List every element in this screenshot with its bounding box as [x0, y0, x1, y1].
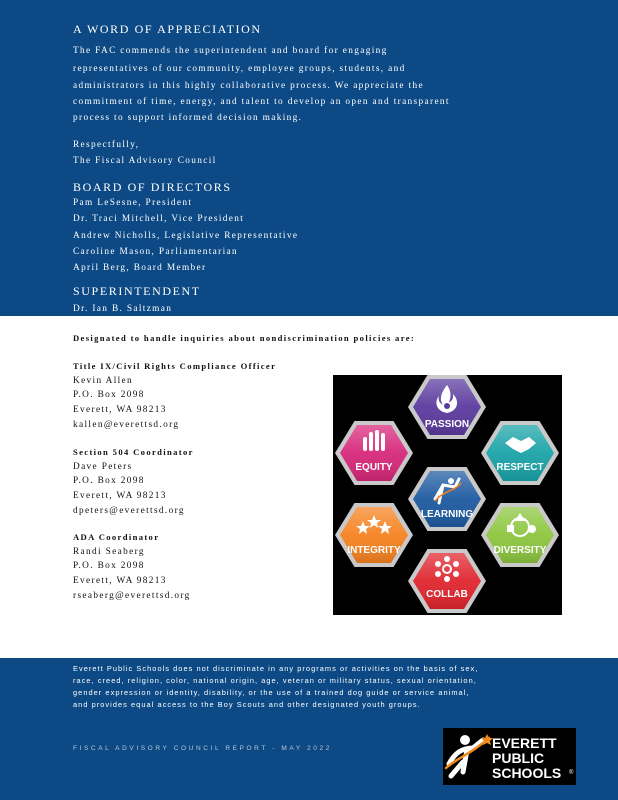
- contact-city: Everett, WA 98213: [73, 405, 167, 415]
- values-hexagon-svg: [333, 375, 562, 615]
- board-member: April Berg, Board Member: [73, 263, 207, 273]
- nondiscrimination-statement: [73, 663, 478, 711]
- contact-email[interactable]: rseaberg@everettsd.org: [73, 591, 191, 601]
- nondiscrimination-line: gender expression or identity, disability, or the use of a trained dog guide or service animal,: [73, 688, 470, 697]
- appreciation-line: The FAC commends the superintendent and board for engaging: [73, 46, 388, 56]
- nondiscrimination-line: and provides equal access to the Boy Scouts and other designated youth groups.: [73, 700, 421, 709]
- board-member: Caroline Mason, Parliamentarian: [73, 247, 238, 257]
- values-graphic: [333, 375, 562, 615]
- board-member: Dr. Traci Mitchell, Vice President: [73, 214, 245, 224]
- closing-text: Respectfully,: [73, 140, 140, 150]
- signature-text: The Fiscal Advisory Council: [73, 156, 217, 166]
- contact-box: P.O. Box 2098: [73, 561, 145, 571]
- contact-title: Section 504 Coordinator: [73, 447, 194, 457]
- appreciation-line: representatives of our community, employee groups, students, and: [73, 64, 406, 74]
- appreciation-panel: [0, 0, 618, 316]
- learning-hexagon: [408, 467, 486, 531]
- report-footer-label: FISCAL ADVISORY COUNCIL REPORT - MAY 2022: [73, 745, 332, 752]
- contact-city: Everett, WA 98213: [73, 491, 167, 501]
- designated-intro: Designated to handle inquiries about nondiscrimination policies are:: [73, 333, 416, 343]
- board-heading: BOARD OF DIRECTORS: [73, 180, 232, 194]
- respect-label: RESPECT: [496, 462, 544, 473]
- logo-line-2: PUBLIC: [492, 750, 545, 766]
- board-member: Pam LeSesne, President: [73, 198, 193, 208]
- logo-registered-mark: ®: [569, 770, 574, 776]
- collab-hexagon: [408, 549, 486, 613]
- appreciation-heading: A WORD OF APPRECIATION: [73, 22, 262, 36]
- appreciation-line: commitment of time, energy, and talent to develop an open and transparent: [73, 97, 450, 107]
- district-logo: [443, 728, 576, 785]
- logo-line-3: SCHOOLS: [492, 765, 562, 781]
- collab-label: COLLAB: [426, 589, 468, 600]
- respect-hexagon: [481, 421, 559, 485]
- logo-svg: [443, 728, 576, 785]
- contact-box: P.O. Box 2098: [73, 476, 145, 486]
- contact-title: Title IX/Civil Rights Compliance Officer: [73, 361, 277, 371]
- contact-city: Everett, WA 98213: [73, 576, 167, 586]
- learning-label: LEARNING: [420, 509, 474, 520]
- equity-hexagon: [335, 421, 413, 485]
- superintendent-name: Dr. Ian B. Saltzman: [73, 304, 173, 314]
- diversity-label: DIVERSITY: [493, 545, 547, 556]
- diversity-hexagon: [481, 503, 559, 567]
- appreciation-line: process to support informed decision making.: [73, 113, 303, 123]
- appreciation-line: administrators in this highly collaborative process. We appreciate the: [73, 81, 424, 91]
- contact-title: ADA Coordinator: [73, 532, 160, 542]
- board-member: Andrew Nicholls, Legislative Representative: [73, 231, 299, 241]
- running-figure-icon: [446, 734, 493, 776]
- contact-box: P.O. Box 2098: [73, 390, 145, 400]
- contact-name: Kevin Allen: [73, 376, 134, 386]
- contact-name: Randi Seaberg: [73, 547, 145, 557]
- nondiscrimination-line: Everett Public Schools does not discriminate in any programs or activities on the basis of sex,: [73, 664, 479, 673]
- equity-label: EQUITY: [355, 462, 393, 473]
- contact-email[interactable]: kallen@everettsd.org: [73, 420, 180, 430]
- contact-name: Dave Peters: [73, 462, 133, 472]
- logo-line-1: EVERETT: [492, 735, 557, 751]
- integrity-hexagon: [335, 503, 413, 567]
- passion-hexagon: [408, 375, 486, 439]
- integrity-label: INTEGRITY: [347, 545, 401, 556]
- superintendent-heading: SUPERINTENDENT: [73, 284, 201, 298]
- contact-email[interactable]: dpeters@everettsd.org: [73, 506, 185, 516]
- passion-label: PASSION: [424, 419, 470, 430]
- nondiscrimination-line: race, creed, religion, color, national origin, age, veteran or military status, sexual orientation,: [73, 676, 477, 685]
